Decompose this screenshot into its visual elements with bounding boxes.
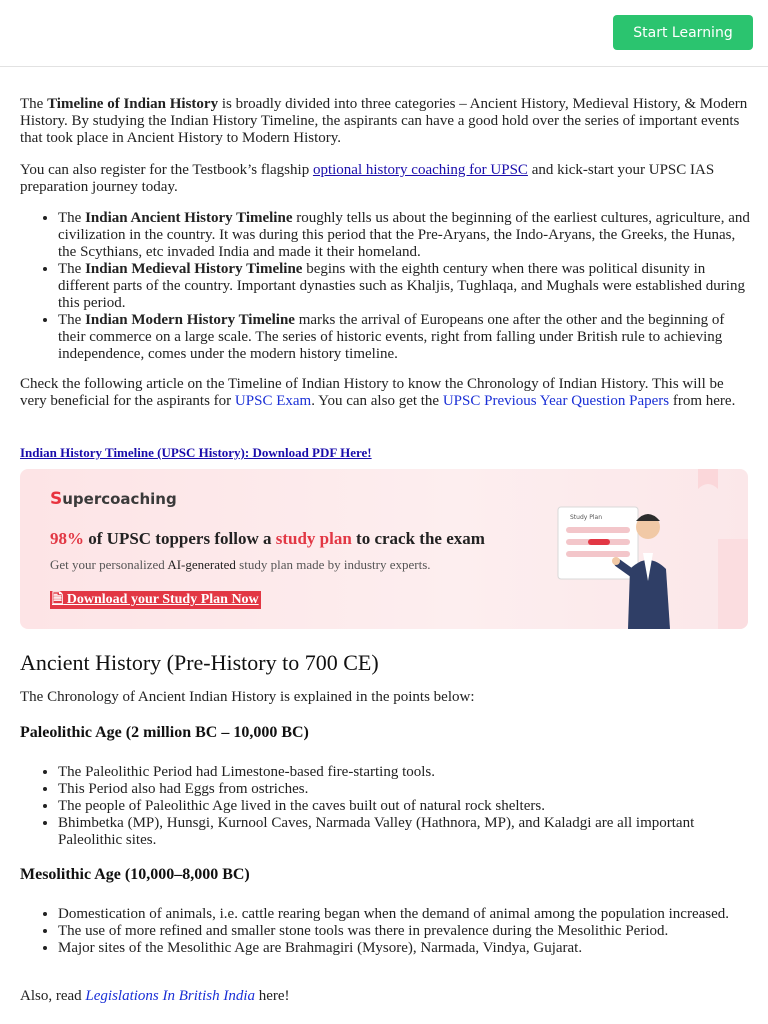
- banner-headline: 98% of UPSC toppers follow a study plan to crack the exam: [50, 529, 485, 548]
- paleolithic-list: [20, 764, 750, 849]
- supercoaching-logo: Supercoaching: [50, 489, 177, 509]
- optional-history-coaching-link[interactable]: optional history coaching for UPSC: [312, 162, 528, 178]
- intro-bold: Timeline of Indian History: [47, 96, 219, 112]
- register-paragraph: You can also register for the Testbook’s flagship optional history coaching for UPSC and kick-start your UPSC IAS preparation journey today.: [20, 162, 715, 195]
- list-item: • Domestication of animals, i.e. cattle rearing began when the demand of animal among the population increased.: [58, 906, 750, 923]
- list-item: • This Period also had Eggs from ostriches.: [58, 781, 750, 798]
- list-item: • The people of Paleolithic Age lived in the caves built out of natural rock shelters.: [58, 798, 750, 815]
- start-learning-button[interactable]: Start Learning: [613, 15, 753, 50]
- paleolithic-heading: Paleolithic Age (2 million BC – 10,000 BC): [20, 724, 309, 741]
- banner-subtext: Get your personalized AI-generated study plan made by industry experts.: [50, 557, 431, 572]
- list-item: • The Indian Medieval History Timeline begins with the eighth century when there was political disunity in different parts of the country. Important dynasties such as Khaljis, Tughlaqa, and Mughals were established during this period.: [58, 261, 750, 312]
- also-read-paragraph: Also, read Legislations In British India here!: [20, 988, 290, 1004]
- list-item: • The Indian Modern History Timeline marks the arrival of Europeans one after the other and the beginning of their commerce on a large scale. The series of historic events, right from falling under British rule to achieving independence, comes under the modern history timeline.: [58, 312, 750, 363]
- mesolithic-heading: Mesolithic Age (10,000–8,000 BC): [20, 866, 250, 883]
- top-bar: [0, 0, 768, 67]
- list-item: • The Paleolithic Period had Limestone-based fire-starting tools.: [58, 764, 750, 781]
- list-item: • Bhimbetka (MP), Hunsgi, Kurnool Caves, Narmada Valley (Hathnora, MP), and Kaladgi are all important Paleolithic sites.: [58, 815, 750, 849]
- intro-paragraph: The Timeline of Indian History is broadly divided into three categories – Ancient History, Medieval History, & Modern History. By studying the Indian History Timeline, the aspirants can have a good hold over the series of important events that took place in Ancient History to Modern History.: [20, 96, 748, 146]
- ancient-intro-paragraph: The Chronology of Ancient Indian History is explained in the points below:: [20, 689, 475, 705]
- upsc-exam-link[interactable]: UPSC Exam: [234, 393, 312, 409]
- list-item: • The Indian Ancient History Timeline roughly tells us about the beginning of the earliest cultures, agriculture, and civilization in the country. It was during this period that the Pre-Aryans, the Indo-Aryans, the Greeks, the Hunas, the Scythians, etc invaded India and made it their homeland.: [58, 210, 750, 261]
- ancient-history-heading: Ancient History (Pre-History to 700 CE): [20, 650, 379, 675]
- upsc-previous-papers-link[interactable]: UPSC Previous Year Question Papers: [442, 393, 670, 409]
- list-item: • Major sites of the Mesolithic Age are Brahmagiri (Mysore), Narmada, Vindya, Gujarat.: [58, 940, 750, 957]
- legislations-link[interactable]: Legislations In British India: [85, 988, 255, 1004]
- download-study-plan-button[interactable]: 🗎 Download your Study Plan Now: [52, 592, 259, 607]
- study-plan-illustration: [548, 469, 748, 629]
- check-paragraph: Check the following article on the Timeline of Indian History to know the Chronology of Indian History. This will be very beneficial for the aspirants for UPSC Exam. You can also get the UPSC Previous Year Question Papers from here.: [20, 376, 736, 409]
- document-icon: 🗎: [52, 592, 64, 607]
- timeline-bullet-list: [20, 210, 750, 363]
- mesolithic-list: [20, 906, 750, 957]
- study-plan-card-title: Study Plan: [570, 514, 602, 521]
- download-pdf-link[interactable]: Indian History Timeline (UPSC History): Download PDF Here!: [20, 445, 372, 460]
- supercoaching-banner[interactable]: [20, 469, 748, 629]
- list-item: • The use of more refined and smaller stone tools was there in prevalence during the Mesolithic Period.: [58, 923, 750, 940]
